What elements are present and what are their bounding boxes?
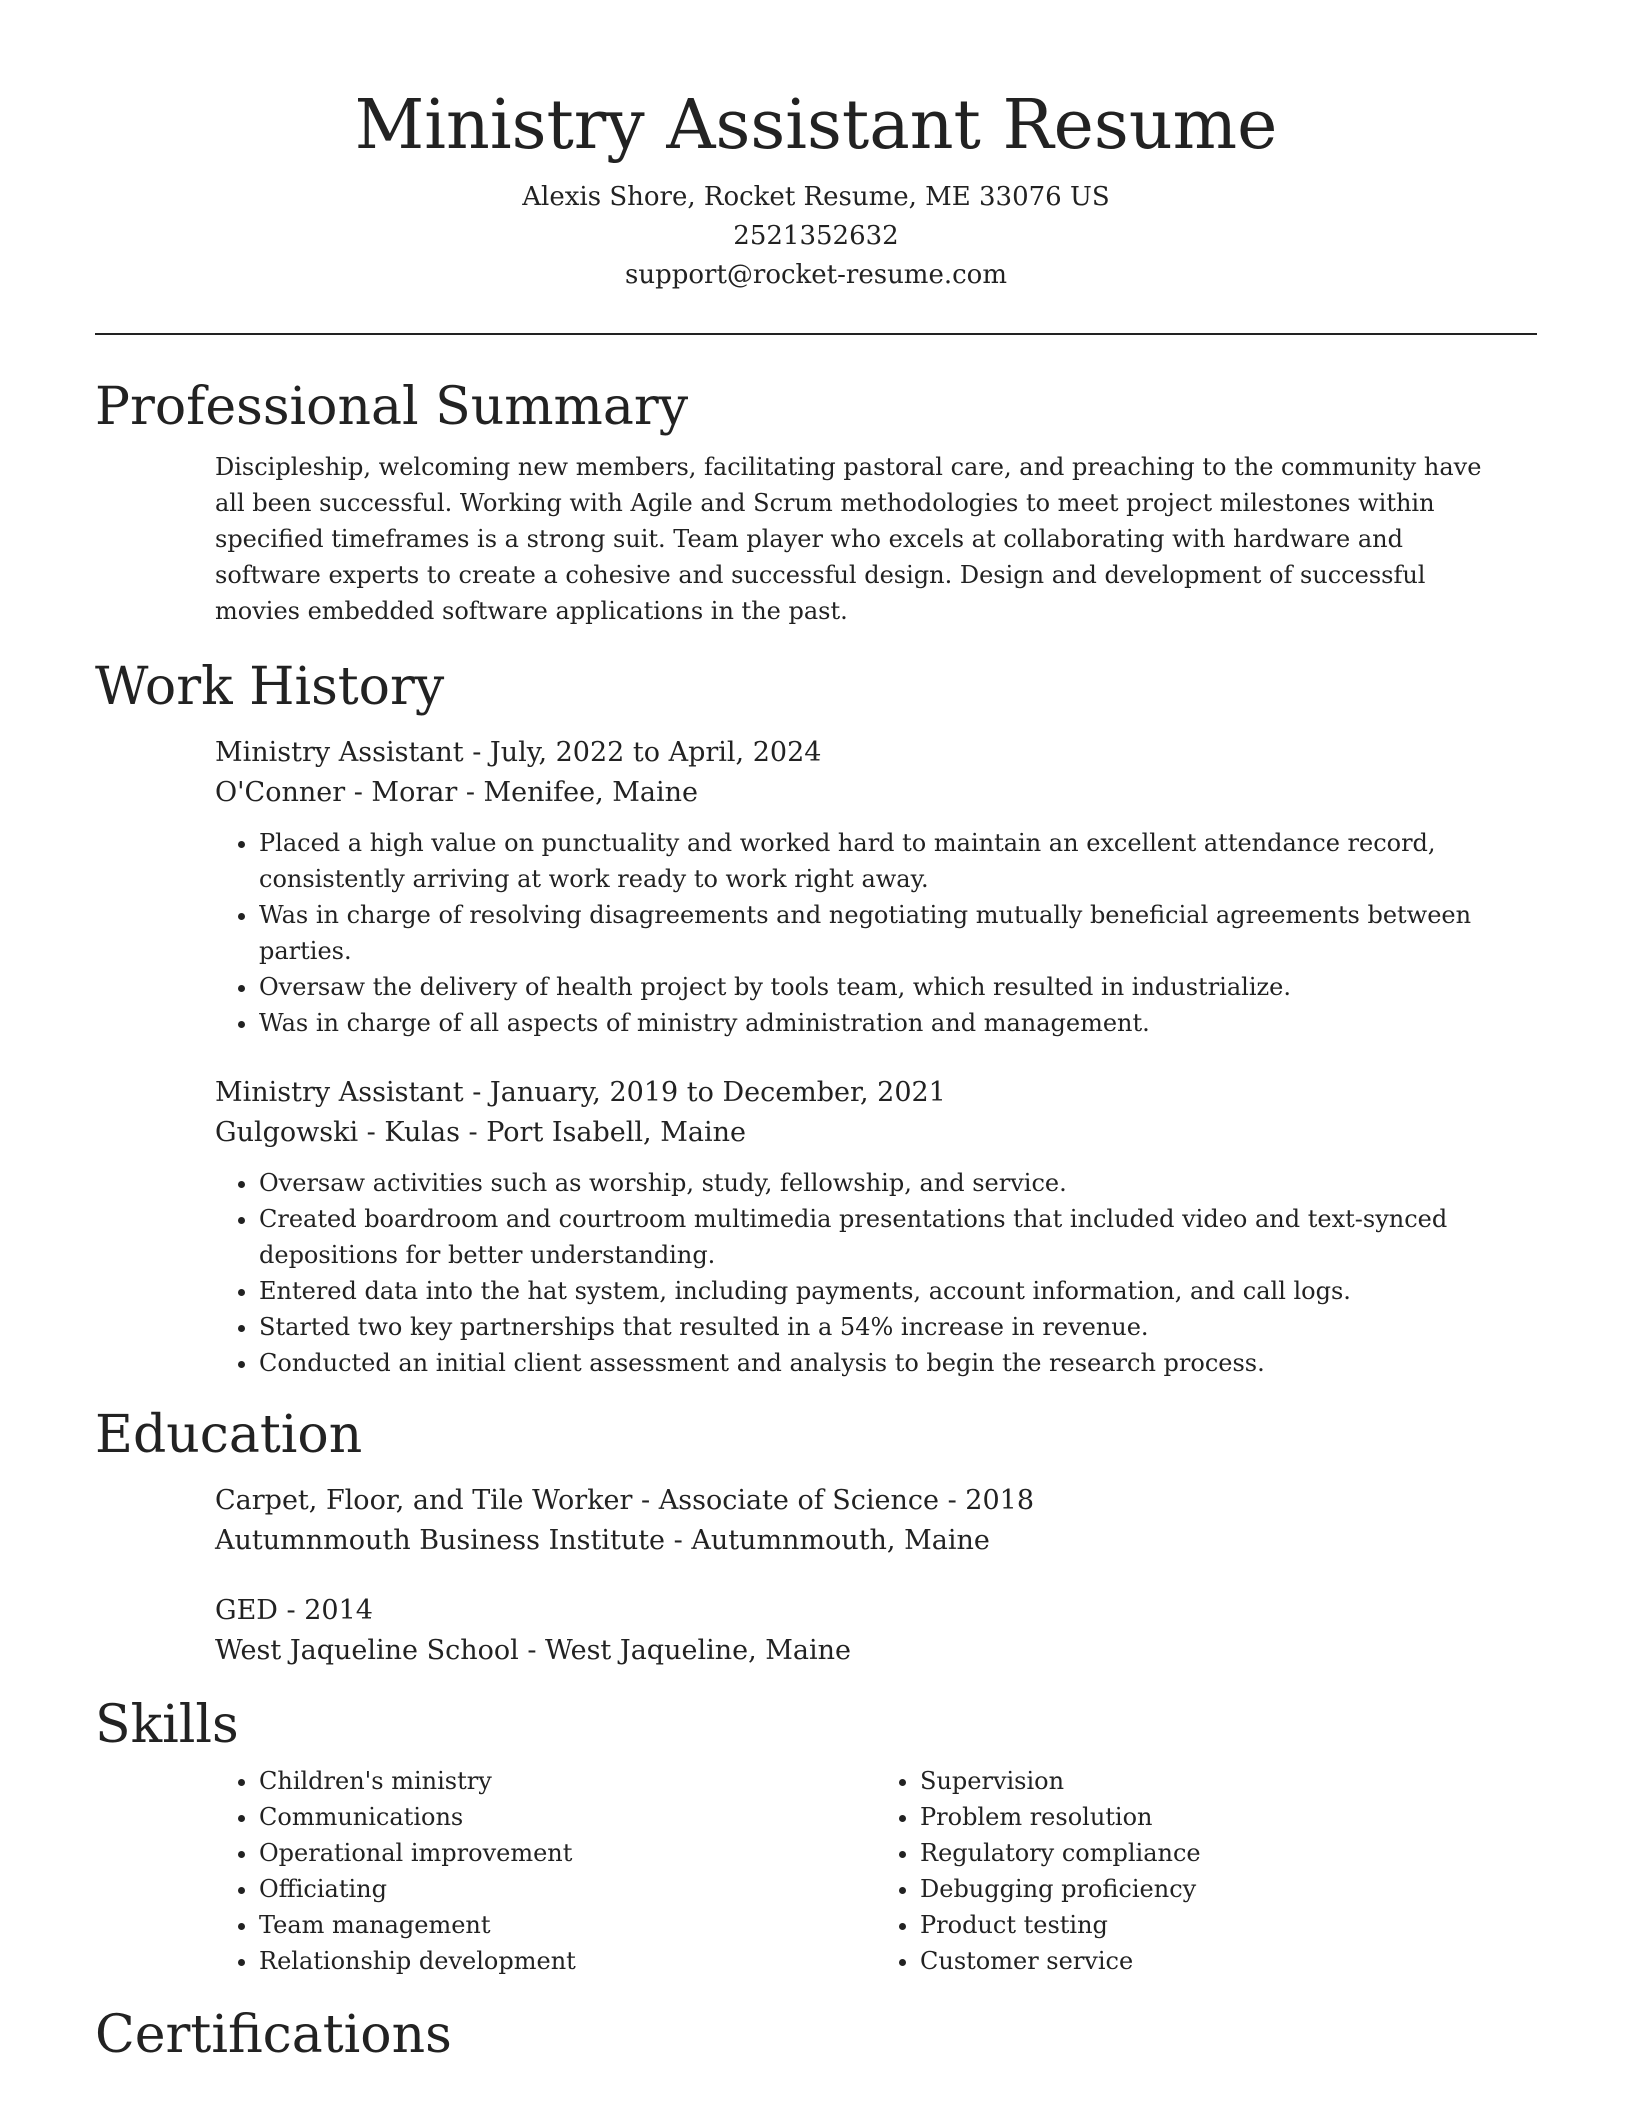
list-item: • Started two key partnerships that resulted in a 54% increase in revenue. — [259, 1309, 1537, 1345]
resume-page — [95, 0, 1537, 2067]
skills-columns — [215, 1757, 1537, 1979]
list-item: • Oversaw the delivery of health project by tools team, which resulted in industrialize. — [259, 969, 1537, 1005]
school-line: West Jaqueline School - West Jaqueline, Maine — [215, 1635, 851, 1666]
list-item: • Oversaw activities such as worship, study, fellowship, and service. — [259, 1165, 1537, 1201]
skill-item: • Regulatory compliance — [920, 1835, 1537, 1871]
skill-item: • Product testing — [920, 1907, 1537, 1943]
skill-item: • Supervision — [920, 1763, 1537, 1799]
list-item: • Was in charge of all aspects of ministry administration and management. — [259, 1005, 1537, 1041]
job-entry — [215, 1073, 1537, 1381]
job-entry — [215, 733, 1537, 1041]
contact-phone: 2521352632 — [733, 221, 899, 251]
section-heading-skills: Skills — [95, 1695, 239, 1755]
skill-item: • Children's ministry — [259, 1763, 876, 1799]
header-divider — [95, 333, 1537, 335]
education-section — [95, 1403, 1537, 1671]
degree-line: GED - 2014 — [215, 1595, 373, 1626]
list-item: • Created boardroom and courtroom multimedia presentations that included video and text-synced depositions for better understanding. — [259, 1201, 1537, 1273]
resume-title: Ministry Assistant Resume — [354, 86, 1278, 165]
job-bullets — [215, 825, 1537, 1041]
list-item: • Placed a high value on punctuality and worked hard to maintain an excellent attendance record, consistently arriving at work ready to work right away. — [259, 825, 1537, 897]
list-item: • Entered data into the hat system, including payments, account information, and call logs. — [259, 1273, 1537, 1309]
job-company-line: Gulgowski - Kulas - Port Isabell, Maine — [215, 1117, 746, 1148]
skills-list-right — [876, 1763, 1537, 1979]
skills-section — [95, 1693, 1537, 1979]
school-line: Autumnmouth Business Institute - Autumnmouth, Maine — [215, 1525, 990, 1556]
certifications-section — [95, 2003, 1537, 2067]
section-heading-education: Education — [95, 1405, 363, 1465]
skill-item: • Customer service — [920, 1943, 1537, 1979]
education-entry — [215, 1481, 1537, 1561]
skill-item: • Team management — [259, 1907, 876, 1943]
skill-item: • Relationship development — [259, 1943, 876, 1979]
professional-summary-section — [95, 375, 1537, 629]
skill-item: • Problem resolution — [920, 1799, 1537, 1835]
skill-item: • Officiating — [259, 1871, 876, 1907]
work-history-section — [95, 655, 1537, 1381]
job-title-line: Ministry Assistant - July, 2022 to April, 2024 — [215, 737, 822, 768]
skills-list-left — [215, 1763, 876, 1979]
contact-block — [95, 178, 1537, 295]
skill-item: • Communications — [259, 1799, 876, 1835]
section-heading-summary: Professional Summary — [95, 377, 689, 437]
education-entry — [215, 1591, 1537, 1671]
section-heading-certifications: Certifications — [95, 2005, 452, 2065]
contact-address: Alexis Shore, Rocket Resume, ME 33076 US — [522, 182, 1110, 212]
skill-item: • Debugging proficiency — [920, 1871, 1537, 1907]
summary-text: Discipleship, welcoming new members, facilitating pastoral care, and preaching to the community have all been successful. Working with Agile and Scrum methodologies to meet project milestones within specified timeframes is a strong suit. Team player who excels at collaborating with hardware and software experts to create a cohesive and successful design. Design and development of successful movies embedded software applications in the past. — [215, 453, 1482, 625]
job-bullets — [215, 1165, 1537, 1381]
contact-email: support@rocket-resume.com — [624, 260, 1007, 290]
job-title-line: Ministry Assistant - January, 2019 to December, 2021 — [215, 1077, 946, 1108]
job-company-line: O'Conner - Morar - Menifee, Maine — [215, 777, 699, 808]
list-item: • Conducted an initial client assessment and analysis to begin the research process. — [259, 1345, 1537, 1381]
section-heading-work: Work History — [95, 657, 445, 717]
degree-line: Carpet, Floor, and Tile Worker - Associate of Science - 2018 — [215, 1485, 1035, 1516]
list-item: • Was in charge of resolving disagreements and negotiating mutually beneficial agreements between parties. — [259, 897, 1537, 969]
skill-item: • Operational improvement — [259, 1835, 876, 1871]
